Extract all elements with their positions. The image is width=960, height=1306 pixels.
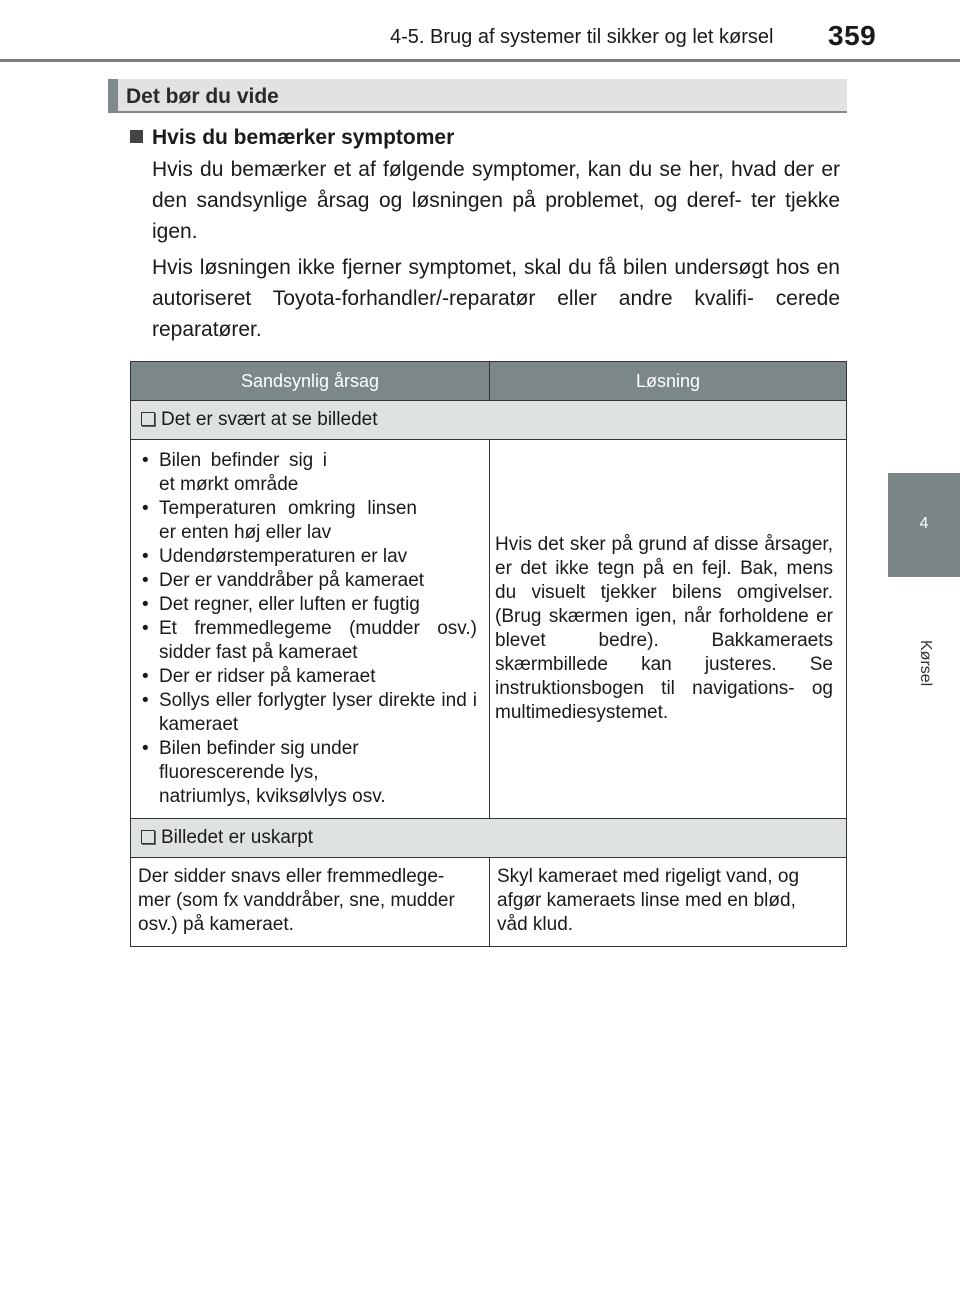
section-heading-text: Hvis du bemærker symptomer xyxy=(152,126,455,149)
table-row xyxy=(131,440,847,819)
list-item: • Et fremmedlegeme (mudder osv.) sidder fast på kameraet xyxy=(139,617,477,665)
list-item: • Bilen befinder sig i et mørkt område xyxy=(139,449,477,497)
chapter-tab-label-wrap xyxy=(904,630,944,690)
list-item: • Temperaturen omkring linsen er enten høj eller lav xyxy=(139,497,477,545)
list-item: • Udendørstemperaturen er lav xyxy=(139,545,477,569)
list-item: • Der er vanddråber på kameraet xyxy=(139,569,477,593)
cause-list xyxy=(139,449,477,809)
group-title-cell xyxy=(131,819,847,858)
square-bullet-icon xyxy=(130,130,143,143)
list-item: • Der er ridser på kameraet xyxy=(139,665,477,689)
chapter-tab-number: 4 xyxy=(919,515,929,532)
symptom-table xyxy=(130,361,847,947)
solution-cell: Hvis det sker på grund af disse årsager, er det ikke tegn på en fejl. Bak, mens du visuelt tjekker bilens omgivelser. (Brug skærmen igen, når forholdene er blevet bedre). Bakkameraets skærmbillede kan justeres. Se instruktionsbogen til navigations- og multimediesystemet. xyxy=(490,440,847,819)
column-header-solution: Løsning xyxy=(490,362,847,401)
header-divider xyxy=(0,59,960,62)
group-row-hard-to-see xyxy=(131,401,847,440)
list-item: • Det regner, eller luften er fugtig xyxy=(139,593,477,617)
cause-cell: Der sidder snavs eller fremmedlege- mer (som fx vanddråber, sne, mudder osv.) på kameraet. xyxy=(131,858,490,947)
group-title-cell xyxy=(131,401,847,440)
chapter-tab xyxy=(888,473,960,577)
chapter-header: 4-5. Brug af systemer til sikker og let kørsel xyxy=(390,26,774,48)
column-header-cause: Sandsynlig årsag xyxy=(131,362,490,401)
chapter-tab-label: Kørsel xyxy=(917,640,934,687)
advice-paragraph: Hvis løsningen ikke fjerner symptomet, skal du få bilen undersøgt hos en autoriseret Toyota-forhandler/-reparatør eller andre kvalifi- cerede reparatører. xyxy=(152,256,840,341)
info-box-title: Det bør du vide xyxy=(126,85,279,108)
info-box-header xyxy=(108,79,847,113)
list-item: • Sollys eller forlygter lyser direkte ind i kameraet xyxy=(139,689,477,737)
group-row-blurry xyxy=(131,819,847,858)
page-number: 359 xyxy=(828,20,877,51)
intro-paragraph: Hvis du bemærker et af følgende symptomer, kan du se her, hvad der er den sandsynlige årsag og løsningen på problemet, og deref- ter tjekke igen. xyxy=(152,158,840,243)
checkbox-icon xyxy=(141,412,155,426)
list-item: • Bilen befinder sig under fluorescerende lys, natriumlys, kviksølvlys osv. xyxy=(139,737,477,809)
solution-cell: Skyl kameraet med rigeligt vand, og afgør kameraets linse med en blød, våd klud. xyxy=(490,858,847,947)
group-title: Det er svært at se billedet xyxy=(161,409,378,430)
table-header-row xyxy=(131,362,847,401)
group-title: Billedet er uskarpt xyxy=(161,827,314,848)
cause-cell xyxy=(131,440,490,819)
table-row xyxy=(131,858,847,947)
checkbox-icon xyxy=(141,830,155,844)
section-heading xyxy=(130,126,454,150)
